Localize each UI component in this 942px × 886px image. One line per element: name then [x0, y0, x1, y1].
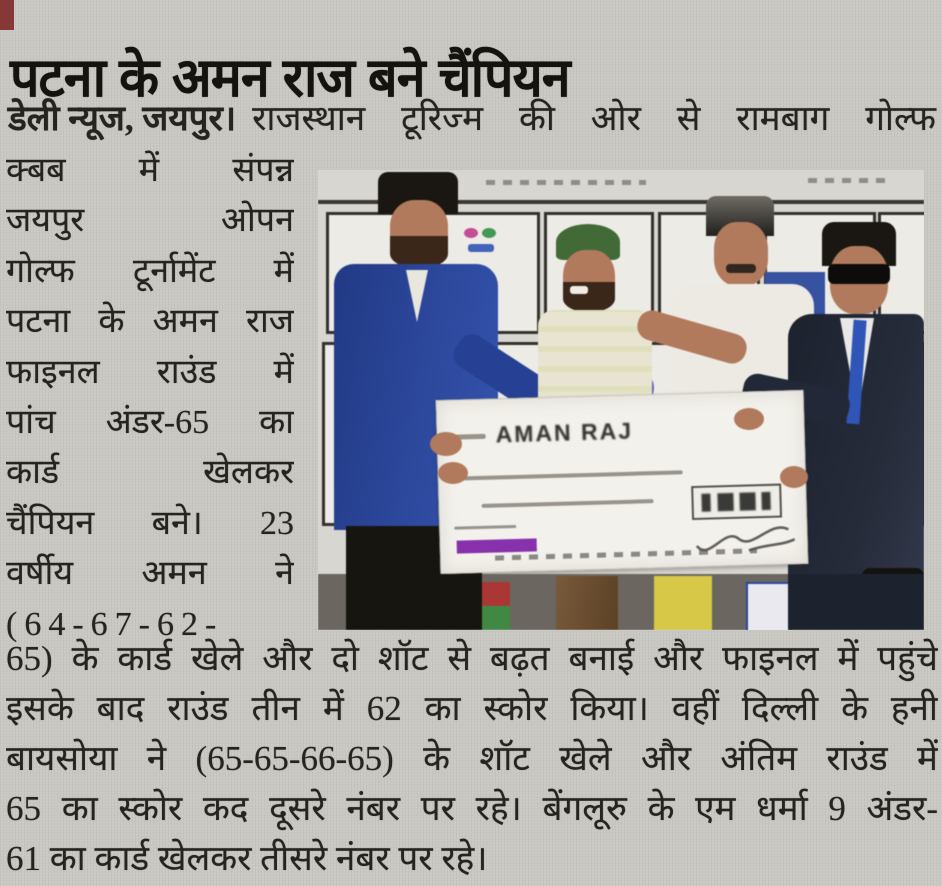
column-line: जयपुर ओपन — [6, 202, 294, 240]
hand — [438, 462, 468, 484]
wood-panel — [556, 576, 618, 630]
bottom-paragraph — [6, 634, 938, 884]
poster-yellow — [654, 576, 712, 630]
article-photo — [318, 170, 924, 630]
page-corner-mark — [0, 0, 14, 30]
article-headline: पटना के अमन राज बने चैंपियन — [10, 49, 570, 109]
trousers — [346, 574, 482, 630]
column-line: क्बब में संपन्न — [6, 152, 294, 189]
column-line: पांच अंडर-65 का — [6, 403, 294, 441]
paragraph-line: इसके बाद राउंड तीन में 62 का स्कोर किया। वहीं दिल्ली के हनी — [6, 689, 938, 728]
paragraph-line: 65 का स्कोर कद दूसरे नंबर पर रहे। बेंगलूरु के एम धर्मा 9 अंडर- — [6, 789, 938, 828]
byline-row — [8, 94, 936, 141]
cheque-print-line — [453, 470, 683, 480]
paragraph-line: 61 का कार्ड खेलकर तीसरे नंबर पर रहे। — [6, 839, 488, 878]
cheque-print-line — [454, 525, 516, 530]
trousers — [788, 574, 924, 630]
sponsor-logo-mark — [468, 244, 494, 252]
paragraph-line: 65) के कार्ड खेले और दो शॉट से बढ़त बनाई और फाइनल में पहुंचे — [6, 639, 938, 678]
column-line: कार्ड खेलकर — [6, 454, 294, 492]
hand — [430, 432, 462, 456]
column-line: पटना के अमन राज — [6, 303, 294, 341]
paragraph-line: बायसोया ने (65-65-66-65) के शॉट खेले और अंतिम राउंड में — [6, 739, 938, 778]
column-line-scores: (64-67-62- — [6, 605, 224, 643]
hand — [734, 408, 764, 430]
column-line: फाइनल राउंड में — [6, 353, 294, 391]
sunglasses — [828, 264, 890, 284]
sponsor-logo-mark — [464, 228, 478, 238]
photo-content — [318, 170, 924, 630]
cheque-payee-name: AMAN RAJ — [495, 417, 634, 448]
cheque-print-line — [482, 499, 654, 508]
smile — [570, 286, 588, 294]
left-text-column — [6, 146, 294, 650]
column-line: वर्षीय अमन ने — [6, 555, 294, 593]
cream-shirt — [538, 310, 652, 406]
poster-blue-white — [746, 582, 792, 630]
hand — [780, 466, 808, 488]
column-line: गोल्फ टूर्नामेंट में — [6, 252, 294, 290]
signature — [690, 503, 804, 564]
backdrop-small-text — [808, 178, 888, 183]
mustache — [726, 264, 756, 273]
lead-sentence: राजस्थान टूरिज्म की ओर से रामबाग गोल्फ — [252, 99, 936, 138]
sponsor-logo-mark — [482, 228, 496, 238]
column-line: चैंपियन बने। 23 — [6, 504, 294, 542]
cheque-purple-bar — [457, 538, 537, 553]
backdrop-small-text — [486, 180, 646, 185]
byline: डेली न्यूज, जयपुर। — [8, 99, 237, 138]
